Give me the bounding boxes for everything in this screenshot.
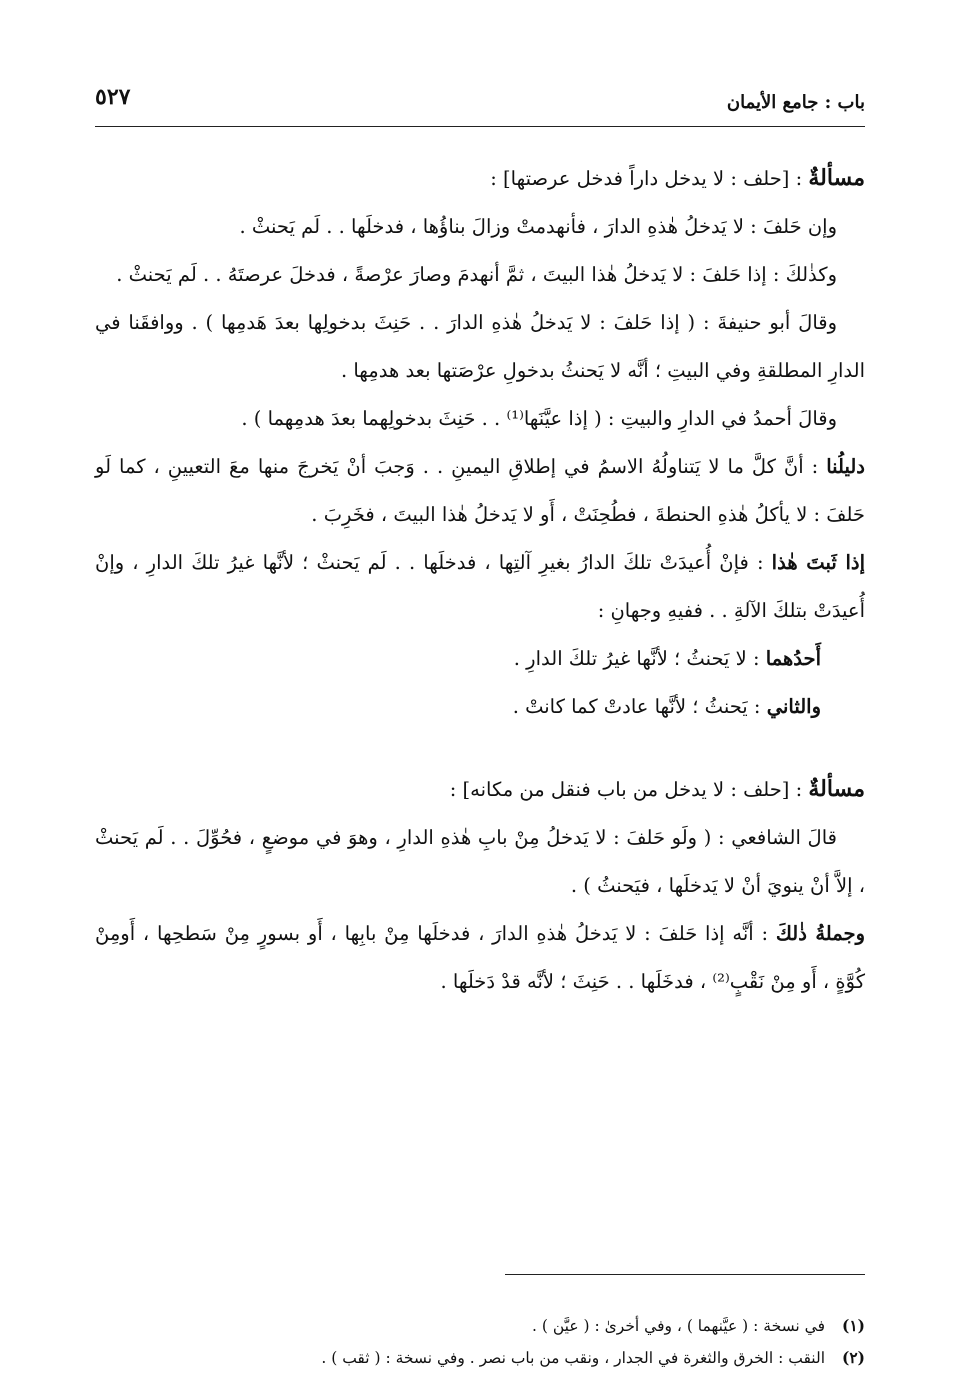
- masala-label: مسألةٌ: [808, 776, 865, 802]
- footnotes: [95, 1310, 865, 1374]
- footnote-divider: [505, 1274, 865, 1275]
- wajh-label: أَحدُهما: [765, 647, 821, 670]
- footnote-number: (١): [841, 1316, 865, 1335]
- book-page: [95, 70, 865, 1367]
- footnote-text: في نسخة : ( عيَّنهما ) ، وفي أخرىٰ : ( عيَّن ) .: [532, 1317, 825, 1335]
- jumla-text: : أنَّه إذا حَلفَ : لا يَدخلُ هٰذهِ الدارَ ، فدخلَها مِنْ بابِها ، أَو بسورٍ مِنْ سَطحِها ، أَومِنْ كُوَّةٍ ، أَو مِنْ نَقْبٍ⁽²⁾ ، فدخَلَها . . حَنِثَ ؛ لأنَّه قدْ دَخلَها .: [95, 922, 865, 993]
- masala-label: مسألةٌ: [808, 165, 865, 191]
- wajh-text: : يَحنثُ ؛ لأنَّها عادتْ كما كانتْ .: [512, 695, 767, 718]
- masala-title: : [حلف : لا يدخل من باب فنقل من مكانه] :: [449, 778, 809, 801]
- footnote-1: [95, 1310, 865, 1342]
- page-number: ٥٢٧: [95, 84, 131, 110]
- daleel-paragraph: [95, 443, 865, 539]
- section-gap: [95, 731, 865, 765]
- wajh-label: والثاني: [766, 695, 821, 718]
- paragraph: وقالَ أحمدُ في الدارِ والبيتِ : ( إذا عيَّنَها⁽¹⁾ . . حَنِثَ بدخولِهما بعدَ هدمِهما ) .: [241, 407, 837, 430]
- paragraph: قالَ الشافعي : ( ولَو حَلفَ : لا يَدخلُ مِنْ بابِ هٰذهِ الدارِ ، وهوَ في موضعٍ ، فحُوِّلَ . . لَم يَحنثْ ، إلاَّ أنْ ينويَ أنْ لا يَدخلَها ، فيَحنثُ ) .: [95, 826, 865, 897]
- masala-heading-2: [95, 765, 865, 814]
- wajh-second: [95, 683, 865, 731]
- footnote-text: النقب : الخرق والثغرة في الجدار ، ونقب من باب نصر . وفي نسخة : ( ثقب ) .: [321, 1349, 825, 1367]
- page-body: [95, 154, 865, 1006]
- thabata-label: إذا ثَبتَ هٰذا: [771, 551, 865, 574]
- wajh-first: [95, 635, 865, 683]
- masala-title: : [حلف : لا يدخل داراً فدخل عرصتها] :: [490, 167, 809, 190]
- chapter-title: باب : جامع الأيمان: [726, 92, 865, 113]
- thabata-text: : فإنْ أُعيدَتْ تلكَ الدارُ بغيرِ آلتِها ، فدخلَها . . لَم يَحنثْ ؛ لأنَّها غيرُ تلكَ الدارِ ، وإنْ أُعيدَتْ بتلكَ الآلةِ . . ففيهِ وجهانِ :: [95, 551, 865, 622]
- thabata-paragraph: [95, 539, 865, 635]
- jumla-paragraph: [95, 910, 865, 1006]
- paragraph: وكذٰلكَ : إذا حَلفَ : لا يَدخلُ هٰذا البيتَ ، ثمَّ أنهدمَ وصارَ عرْصةً ، فدخلَ عرصتَهُ . . لَم يَحنثْ .: [116, 263, 837, 286]
- footnote-2: [95, 1342, 865, 1374]
- masala-heading-1: [95, 154, 865, 203]
- jumla-label: وجملةُ ذٰلكَ: [775, 922, 865, 945]
- paragraph: وقالَ أبو حنيفةَ : ( إذا حَلفَ : لا يَدخلُ هٰذهِ الدارَ . . حَنِثَ بدخولِها بعدَ هَدمِها ) . ووافقَنا في الدارِ المطلقةِ وفي البيتِ ؛ أنَّه لا يَحنثُ بدخولِ عرْصَتها بعد هدمِها .: [95, 311, 865, 382]
- daleel-label: دليلُنا: [826, 455, 865, 478]
- paragraph: وإن حَلفَ : لا يَدخلُ هٰذهِ الدارَ ، فأنهدمتْ وزالَ بناؤُها ، فدخلَها . . لَم يَحنثْ .: [239, 215, 837, 238]
- running-header: [95, 84, 865, 127]
- footnote-number: (٢): [841, 1348, 865, 1367]
- daleel-text: : أنَّ كلَّ ما لا يَتناولُهُ الاسمُ في إطلاقِ اليمينِ . . وَجبَ أنْ يَخرجَ منها معَ التعيينِ ، كما لَو حَلفَ : لا يأكلُ هٰذهِ الحنطةَ ، فطُحِنَتْ ، أَو لا يَدخلُ هٰذا البيتَ ، فخَرِبَ .: [95, 455, 865, 526]
- wajh-text: : لا يَحنثُ ؛ لأنَّها غيرُ تلكَ الدارِ .: [513, 647, 766, 670]
